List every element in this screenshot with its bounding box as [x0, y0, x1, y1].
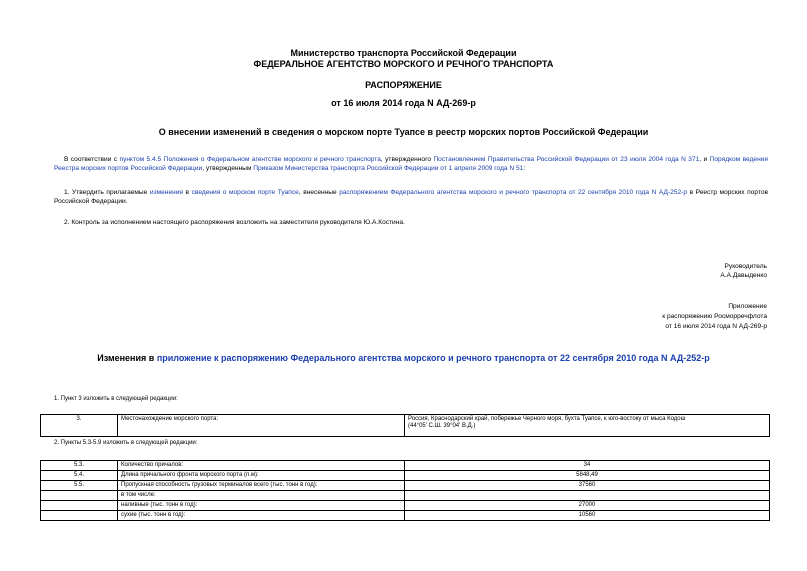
table-cell-label: Длина причального фронта морского порта (п.м):: [118, 471, 405, 481]
document-type: РАСПОРЯЖЕНИЕ: [365, 80, 442, 90]
document-date: от 16 июля 2014 года N АД-269-р: [331, 98, 476, 108]
signature-title: Руководитель: [724, 263, 767, 270]
table-cell-number: 5.3.: [41, 461, 118, 471]
table-row: [41, 511, 770, 521]
table-cell-label: наливные (тыс. тонн в год):: [118, 501, 405, 511]
link-registry-procedure[interactable]: Порядком ведения Реестра морских портов Российской Федерации: [54, 156, 768, 172]
item1-text-4: в Реестр морских портов Российской Федерации.: [54, 189, 769, 205]
port-parameters-table: [40, 460, 770, 521]
table-cell-number: 5.4.: [41, 471, 118, 481]
signature-name: А.А.Давыденко: [720, 272, 767, 279]
table-cell-value: [405, 415, 770, 437]
table-row: [41, 471, 770, 481]
preamble-text-5: :: [523, 165, 526, 172]
table-cell-number: 3.: [41, 415, 118, 437]
table-cell-label: сухие (тыс. тонн в год):: [118, 511, 405, 521]
preamble-text-2: , утвержденного: [380, 156, 434, 163]
table-row: [41, 461, 770, 471]
link-port-info[interactable]: сведения о морском порте Туапсе: [191, 189, 299, 196]
location-value-line-1: Россия, Краснодарский край, побережье Черного моря, бухта Туапсе, к юго-востоку от мыса Кодош: [408, 416, 686, 422]
table-cell-value: 27000: [405, 501, 770, 511]
appendix-reference: к распоряжению Росморречфлота: [662, 313, 767, 320]
table-cell-label: Местонахождение морского порта:: [118, 415, 405, 437]
table-cell-value: 37560: [405, 481, 770, 491]
table-row: [41, 491, 770, 501]
link-ministry-order[interactable]: Приказом Министерства транспорта Российской Федерации от 1 апреля 2009 года N 51: [253, 165, 524, 172]
appendix-label: Приложение: [728, 303, 767, 310]
preamble-text-1: В соответствии с: [64, 156, 120, 163]
appendix-date: от 16 июля 2014 года N АД-269-р: [665, 323, 767, 330]
table-cell-number: [41, 501, 118, 511]
table-cell-value: 5848,49: [405, 471, 770, 481]
location-table: [40, 414, 770, 437]
table-cell-label: Пропускная способность грузовых терминалов всего (тыс. тонн в год):: [118, 481, 405, 491]
table-cell-number: 5.5.: [41, 481, 118, 491]
table-cell-label: Количество причалов:: [118, 461, 405, 471]
location-value-line-2: (44°05' С.Ш. 39°04' В.Д.): [408, 423, 476, 429]
table-row: [41, 481, 770, 491]
preamble-text-4: , утвержденным: [202, 165, 254, 172]
table-cell-value: [405, 491, 770, 501]
item1-text-2: в: [183, 189, 192, 196]
preamble-text-3: , и: [699, 156, 710, 163]
table-row: [41, 501, 770, 511]
changes-title: [0, 353, 807, 364]
item1-text-3: , внесенные: [298, 189, 340, 196]
table-cell-number: [41, 491, 118, 501]
document-subject: О внесении изменений в сведения о морском порте Туапсе в реестр морских портов Российской Федерации: [158, 127, 649, 137]
link-changes[interactable]: изменения: [149, 189, 184, 196]
changes-title-text: Изменения в: [97, 353, 157, 363]
table-cell-value: 10560: [405, 511, 770, 521]
link-appendix-order[interactable]: приложение к распоряжению Федерального агентства морского и речного транспорта от 22 сентября 2010 года N АД-252-р: [156, 353, 710, 363]
link-order-ad-252[interactable]: распоряжением Федерального агентства морского и речного транспорта от 22 сентября 2010 года N АД-252-р: [339, 189, 688, 196]
agency-name: ФЕДЕРАЛЬНОЕ АГЕНТСТВО МОРСКОГО И РЕЧНОГО ТРАНСПОРТА: [253, 59, 554, 69]
item1-text-1: 1. Утвердить прилагаемые: [64, 189, 150, 196]
table-row: [41, 415, 770, 437]
points-intro: 2. Пункты 5.3-5.9 изложить в следующей редакции:: [54, 440, 198, 446]
link-regulation-clause[interactable]: пунктом 5.4.5 Положения о Федеральном агентстве морского и речного транспорта: [119, 156, 381, 163]
table-cell-label: в том числе:: [118, 491, 405, 501]
item-1-paragraph: [54, 188, 768, 206]
table-cell-value: 34: [405, 461, 770, 471]
preamble-paragraph: [54, 155, 768, 173]
point-3-intro: 1. Пункт 3 изложить в следующей редакции:: [54, 396, 178, 402]
table-cell-number: [41, 511, 118, 521]
item-2-paragraph: 2. Контроль за исполнением настоящего распоряжения возложить на заместителя руководителя Ю.А.Костина.: [64, 219, 405, 226]
link-government-decree[interactable]: Постановлением Правительства Российской Федерации от 23 июля 2004 года N 371: [433, 156, 700, 163]
ministry-name: Министерство транспорта Российской Федерации: [290, 48, 517, 58]
